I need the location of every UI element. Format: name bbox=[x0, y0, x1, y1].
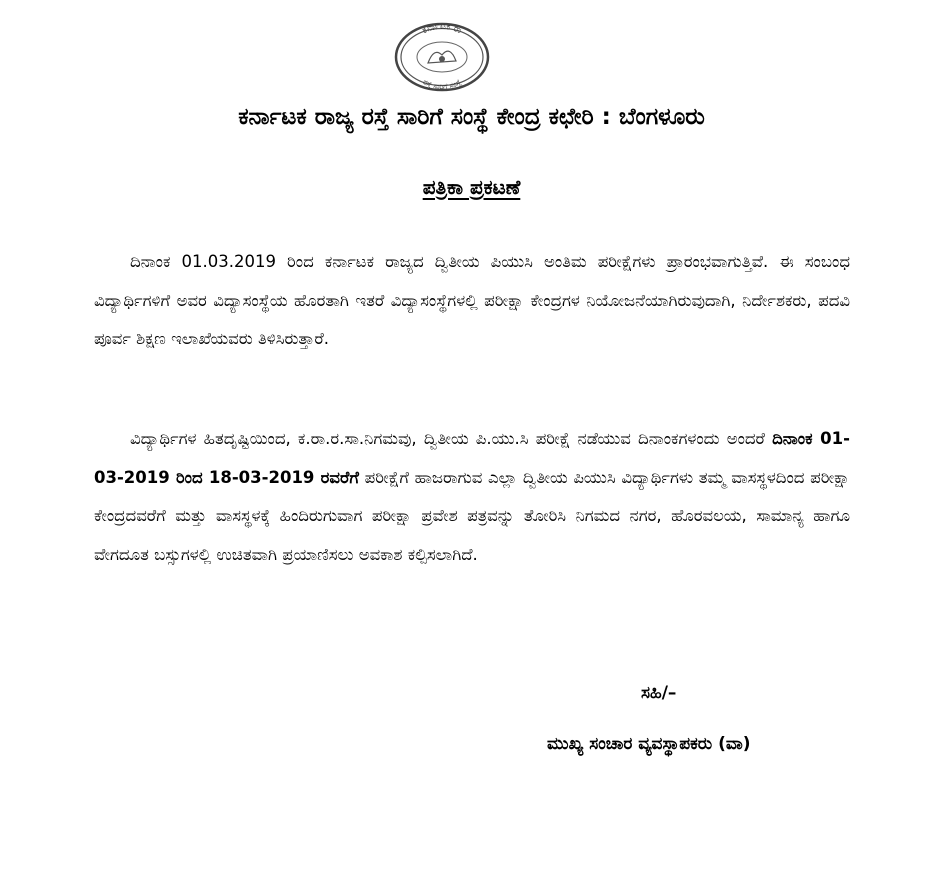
press-release-heading: ಪತ್ರಿಕಾ ಪ್ರಕಟಣೆ bbox=[422, 175, 521, 199]
svg-text:ಕರ್ನಾಟಕ ರಾ: ಕರ್ನಾಟಕ ರಾ bbox=[420, 21, 463, 37]
ksrtc-emblem-icon bbox=[392, 21, 492, 93]
free-travel-dates: ದಿನಾಂಕ 01-03-2019 ರಿಂದ 18-03-2019 ರವರೆಗೆ bbox=[94, 429, 850, 487]
svg-text:ರಸ್ತೆ ಸಾರಿಗೆ ಸಂಸ್ಥೆ: ರಸ್ತೆ ಸಾರಿಗೆ ಸಂಸ್ಥೆ bbox=[421, 77, 463, 92]
paragraph-2-text-end: ಪರೀಕ್ಷೆಗೆ ಹಾಜರಾಗುವ ಎಲ್ಲಾ ದ್ವಿತೀಯ ಪಿಯುಸಿ ವಿದ್ಯಾರ್ಥಿಗಳು ತಮ್ಮ ವಾಸಸ್ಥಳದಿಂದ ಪರೀಕ್ಷಾ ಕೇಂದ್ರದವರೆಗೆ ಮತ್ತು ವಾಸಸ್ಥಳಕ್ಕೆ ಹಿಂದಿರುಗುವಾಗ ಪರೀಕ್ಷಾ ಪ್ರವೇಶ ಪತ್ರವನ್ನು ತೋರಿಸಿ ನಿಗಮದ ನಗರ, ಹೊರವಲಯ, ಸಾಮಾನ್ಯ ಹಾಗೂ ವೇಗದೂತ ಬಸ್ಸುಗಳಲ್ಲಿ ಉಚಿತವಾಗಿ ಪ್ರಯಾಣಿಸಲು ಅವಕಾಶ ಕಲ್ಪಿಸಲಾಗಿದೆ. bbox=[94, 467, 850, 564]
signature-mark: ಸಹಿ/– bbox=[641, 683, 677, 703]
announcement-paragraph-2 bbox=[94, 420, 850, 574]
office-title: ಕರ್ನಾಟಕ ರಾಜ್ಯ ರಸ್ತೆ ಸಾರಿಗೆ ಸಂಸ್ಥೆ ಕೇಂದ್ರ ಕಛೇರಿ : ಬೆಂಗಳೂರು bbox=[238, 104, 705, 130]
announcement-paragraph-1: ದಿನಾಂಕ 01.03.2019 ರಿಂದ ಕರ್ನಾಟಕ ರಾಜ್ಯದ ದ್ವಿತೀಯ ಪಿಯುಸಿ ಅಂತಿಮ ಪರೀಕ್ಷೆಗಳು ಪ್ರಾರಂಭವಾಗುತ್ತಿವೆ. ಈ ಸಂಬಂಧ ವಿದ್ಯಾರ್ಥಿಗಳಿಗೆ ಅವರ ವಿದ್ಯಾಸಂಸ್ಥೆಯ ಹೊರತಾಗಿ ಇತರೆ ವಿದ್ಯಾಸಂಸ್ಥೆಗಳಲ್ಲಿ ಪರೀಕ್ಷಾ ಕೇಂದ್ರಗಳ ನಿಯೋಜನೆಯಾಗಿರುವುದಾಗಿ, ನಿರ್ದೇಶಕರು, ಪದವಿ ಪೂರ್ವ ಶಿಕ್ಷಣ ಇಲಾಖೆಯವರು ತಿಳಿಸಿರುತ್ತಾರೆ. bbox=[94, 252, 850, 348]
signatory-designation: ಮುಖ್ಯ ಸಂಚಾರ ವ್ಯವಸ್ಥಾಪಕರು (ವಾ) bbox=[547, 734, 751, 754]
paragraph-2-text-start: ವಿದ್ಯಾರ್ಥಿಗಳ ಹಿತದೃಷ್ಟಿಯಿಂದ, ಕ.ರಾ.ರ.ಸಾ.ನಿಗಮವು, ದ್ವಿತೀಯ ಪಿ.ಯು.ಸಿ ಪರೀಕ್ಷೆ ನಡೆಯುವ ದಿನಾಂಕಗಳಂದು ಅಂದರೆ bbox=[130, 429, 773, 448]
